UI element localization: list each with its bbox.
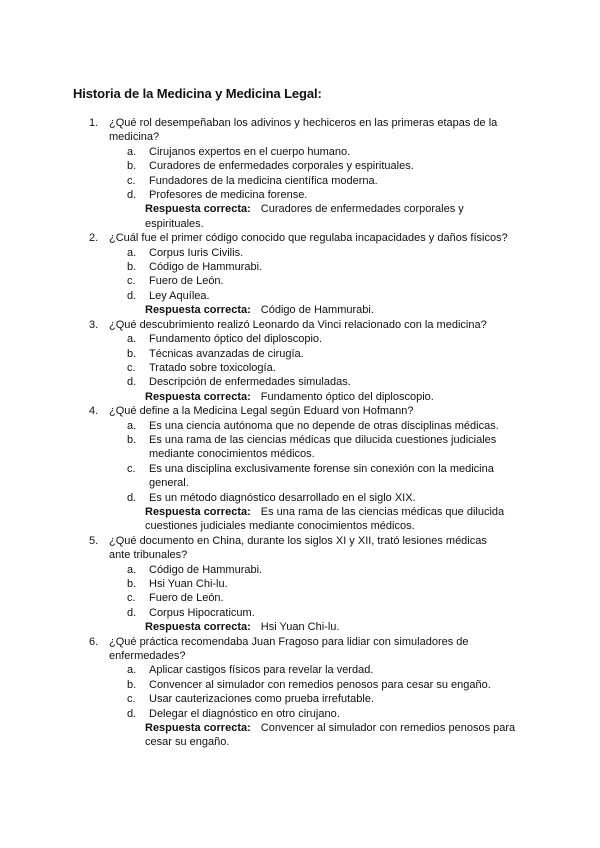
- option-text: Es una rama de las ciencias médicas que dilucida cuestiones judiciales mediante conocimientos médicos.: [149, 433, 497, 461]
- option-text: Hsi Yuan Chi-lu.: [149, 578, 228, 590]
- option-text: Es una disciplina exclusivamente forense sin conexión con la medicina general.: [149, 462, 494, 490]
- option-text: Descripción de enfermedades simuladas.: [149, 376, 351, 389]
- option-letter: a.: [127, 333, 137, 346]
- answer-text: Es una rama de las ciencias médicas que dilucida cuestiones judiciales mediante conocimientos médicos.: [145, 505, 505, 533]
- question-item: [0, 318, 600, 404]
- option-letter: b.: [127, 433, 137, 446]
- option-text: Aplicar castigos físicos para revelar la verdad.: [149, 664, 374, 677]
- document-title: Historia de la Medicina y Medicina Legal:: [73, 86, 322, 101]
- option-letter: a.: [127, 145, 137, 158]
- option-item: [0, 159, 600, 173]
- option-letter: d.: [127, 189, 137, 202]
- option-text: Usar cauterizaciones como prueba irrefutable.: [149, 693, 375, 706]
- question-text: ¿Qué define a la Medicina Legal según Eduard von Hofmann?: [109, 405, 414, 418]
- option-item: [0, 707, 600, 721]
- option-item: [0, 347, 600, 361]
- option-item: [0, 289, 600, 303]
- option-letter: a.: [127, 563, 137, 576]
- option-text: Técnicas avanzadas de cirugía.: [149, 347, 304, 360]
- option-letter: c.: [127, 275, 136, 288]
- question-item: [0, 635, 600, 750]
- option-item: [0, 361, 600, 375]
- option-letter: b.: [127, 160, 137, 173]
- option-letter: a.: [127, 419, 137, 432]
- option-letter: d.: [127, 491, 137, 504]
- option-text: Ley Aquílea.: [149, 289, 210, 302]
- option-letter: d.: [127, 707, 137, 720]
- option-text: Corpus Iuris Civilis.: [149, 246, 244, 259]
- option-letter: c.: [127, 592, 136, 605]
- option-text: Es una ciencia autónoma que no depende de otras disciplinas médicas.: [149, 419, 499, 432]
- answer-label: Respuesta correcta:: [145, 722, 251, 735]
- option-item: [0, 491, 600, 505]
- answer-text: Curadores de enfermedades corporales y espirituales.: [145, 203, 464, 230]
- option-letter: b.: [127, 678, 137, 691]
- option-item: [0, 188, 600, 202]
- option-text: Fundadores de la medicina científica moderna.: [149, 174, 378, 187]
- answer-text: Hsi Yuan Chi-lu.: [260, 621, 340, 634]
- option-letter: c.: [127, 361, 136, 374]
- option-item: [0, 274, 600, 288]
- option-letter: d.: [127, 606, 137, 619]
- option-text: Código de Hammurabi.: [149, 261, 263, 274]
- answer-text: Código de Hammurabi.: [260, 304, 374, 317]
- question-number: 2.: [89, 232, 99, 245]
- question-item: [0, 534, 600, 635]
- answer-text: Fundamento óptico del diploscopio.: [260, 390, 434, 403]
- question-number: 3.: [89, 318, 99, 331]
- answer-label: Respuesta correcta:: [145, 390, 251, 403]
- option-letter: b.: [127, 347, 137, 360]
- option-item: [0, 246, 600, 260]
- option-text: Corpus Hipocraticum.: [149, 606, 255, 619]
- option-text: Delegar el diagnóstico en otro cirujano.: [149, 707, 340, 720]
- option-text: Fuero de León.: [149, 275, 224, 288]
- question-text: ¿Qué documento en China, durante los siglos XI y XII, trató lesiones médicas ante tribunales?: [109, 534, 487, 562]
- option-letter: a.: [127, 664, 137, 677]
- question-item: [0, 404, 600, 534]
- question-text: ¿Qué descubrimiento realizó Leonardo da Vinci relacionado con la medicina?: [109, 318, 487, 331]
- question-number: 4.: [89, 405, 99, 418]
- question-number: 1.: [89, 117, 99, 129]
- option-text: Es un método diagnóstico desarrollado en el siglo XIX.: [149, 491, 416, 504]
- option-item: [0, 591, 600, 605]
- option-letter: d.: [127, 376, 137, 389]
- option-item: [0, 577, 600, 591]
- option-text: Fuero de León.: [149, 592, 224, 605]
- option-item: [0, 678, 600, 692]
- option-item: [0, 145, 600, 159]
- option-text: Convencer al simulador con remedios penosos para cesar su engaño.: [149, 678, 491, 691]
- answer-label: Respuesta correcta:: [145, 304, 251, 317]
- option-letter: b.: [127, 578, 137, 590]
- option-item: [0, 462, 600, 491]
- option-text: Profesores de medicina forense.: [149, 189, 308, 202]
- question-number: 6.: [89, 635, 99, 648]
- answer-label: Respuesta correcta:: [145, 203, 251, 216]
- option-item: [0, 332, 600, 346]
- answer-label: Respuesta correcta:: [145, 621, 251, 634]
- question-item: [0, 116, 600, 231]
- option-item: [0, 419, 600, 433]
- question-number: 5.: [89, 534, 99, 547]
- correct-answer: [145, 390, 525, 404]
- question-list: [0, 116, 600, 750]
- option-letter: d.: [127, 289, 137, 302]
- correct-answer: [145, 620, 525, 634]
- option-item: [0, 563, 600, 577]
- option-text: Fundamento óptico del diploscopio.: [149, 333, 323, 346]
- option-item: [0, 606, 600, 620]
- correct-answer: [145, 505, 525, 534]
- correct-answer: [145, 303, 525, 317]
- option-item: [0, 663, 600, 677]
- question-text: ¿Cuál fue el primer código conocido que regulaba incapacidades y daños físicos?: [109, 232, 508, 245]
- option-letter: c.: [127, 693, 136, 706]
- answer-text: Convencer al simulador con remedios penosos para cesar su engaño.: [145, 722, 516, 749]
- correct-answer: [145, 202, 525, 231]
- option-text: Código de Hammurabi.: [149, 563, 263, 576]
- option-item: [0, 692, 600, 706]
- option-letter: c.: [127, 174, 136, 187]
- option-item: [0, 174, 600, 188]
- option-item: [0, 260, 600, 274]
- question-text: ¿Qué práctica recomendaba Juan Fragoso para lidiar con simuladores de enfermedades?: [109, 635, 469, 663]
- option-text: Tratado sobre toxicología.: [149, 361, 276, 374]
- question-item: [0, 231, 600, 317]
- answer-label: Respuesta correcta:: [145, 505, 251, 518]
- option-letter: b.: [127, 261, 137, 274]
- option-letter: c.: [127, 462, 136, 475]
- option-text: Curadores de enfermedades corporales y espirituales.: [149, 160, 414, 173]
- option-letter: a.: [127, 246, 137, 259]
- option-item: [0, 375, 600, 389]
- correct-answer: [145, 721, 525, 750]
- option-item: [0, 433, 600, 462]
- option-text: Cirujanos expertos en el cuerpo humano.: [149, 145, 351, 158]
- question-text: ¿Qué rol desempeñaban los adivinos y hechiceros en las primeras etapas de la medicina?: [109, 117, 498, 144]
